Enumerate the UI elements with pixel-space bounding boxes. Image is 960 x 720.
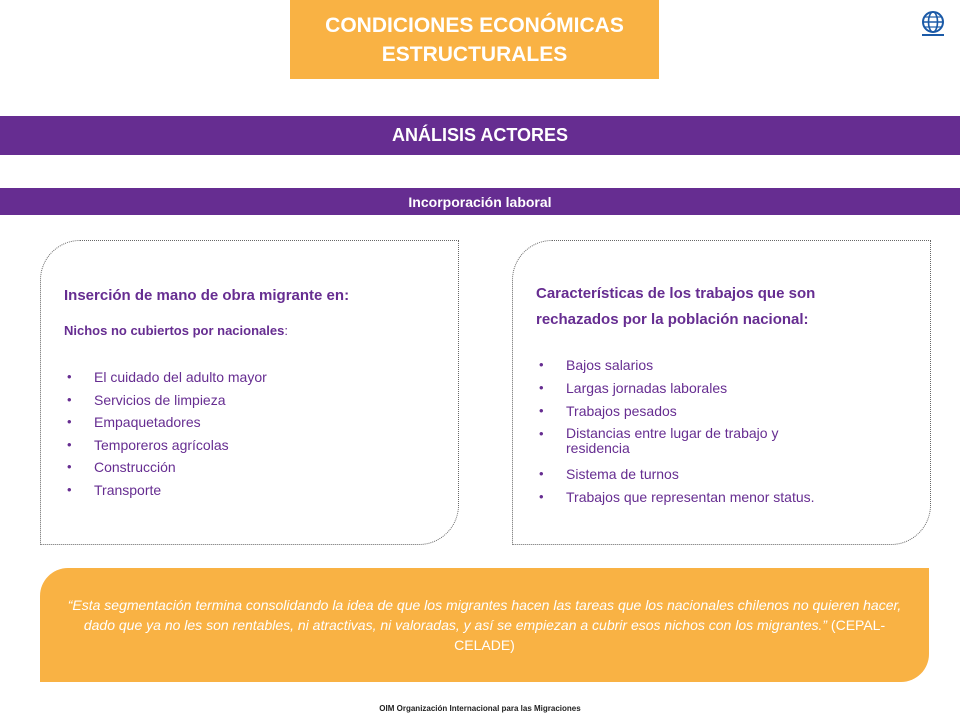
caracteristicas-heading-line-2: rechazados por la población nacional: bbox=[536, 311, 809, 328]
quote-text: “Esta segmentación termina consolidando la idea de que los migrantes hacen las tareas que los nacionales chilenos no quieren hacer, dado que ya no les son rentables, ni atractivas, ni valoradas, y así se empiezan a cubrir esos nichos con los migrantes.” bbox=[67, 597, 902, 633]
list-item: • Distancias entre lugar de trabajo y residencia bbox=[536, 426, 826, 456]
list-item: • Sistema de turnos bbox=[536, 464, 826, 484]
list-item: • Largas jornadas laborales bbox=[536, 378, 826, 398]
list-item: • Empaquetadores bbox=[64, 411, 267, 434]
quote-source: (CEPAL-CELADE) bbox=[454, 617, 886, 653]
list-item: • Transporte bbox=[64, 479, 267, 502]
nichos-subheading-text: Nichos no cubiertos por nacionales bbox=[64, 323, 285, 338]
section-band-incorporacion bbox=[0, 188, 960, 215]
list-item: • Trabajos pesados bbox=[536, 401, 826, 421]
insercion-heading: Inserción de mano de obra migrante en: bbox=[64, 287, 350, 304]
band-analisis-label: ANÁLISIS ACTORES bbox=[391, 125, 569, 145]
footer-organization: OIM Organización Internacional para las Migraciones bbox=[379, 704, 581, 713]
nichos-list bbox=[64, 366, 267, 501]
list-item: • Servicios de limpieza bbox=[64, 389, 267, 412]
oim-globe-logo-icon bbox=[919, 10, 947, 38]
list-item: • Construcción bbox=[64, 456, 267, 479]
cepal-quote bbox=[40, 568, 929, 682]
caracteristicas-heading bbox=[536, 281, 815, 333]
insercion-card bbox=[40, 240, 459, 545]
list-item: • Trabajos que representan menor status. bbox=[536, 487, 826, 507]
caracteristicas-card bbox=[512, 240, 931, 545]
page-title bbox=[290, 0, 659, 79]
caracteristicas-list bbox=[536, 355, 826, 507]
title-line-2: ESTRUCTURALES bbox=[381, 42, 568, 66]
nichos-subheading bbox=[64, 323, 288, 338]
quote-content bbox=[60, 595, 909, 655]
nichos-subheading-colon: : bbox=[284, 323, 288, 338]
caracteristicas-heading-line-1: Características de los trabajos que son bbox=[536, 285, 816, 302]
band-incorporacion-label: Incorporación laboral bbox=[408, 193, 552, 210]
section-band-analisis bbox=[0, 116, 960, 155]
list-item: • Bajos salarios bbox=[536, 355, 826, 375]
list-item: • Temporeros agrícolas bbox=[64, 434, 267, 457]
list-item: • El cuidado del adulto mayor bbox=[64, 366, 267, 389]
title-line-1: CONDICIONES ECONÓMICAS bbox=[325, 13, 624, 37]
